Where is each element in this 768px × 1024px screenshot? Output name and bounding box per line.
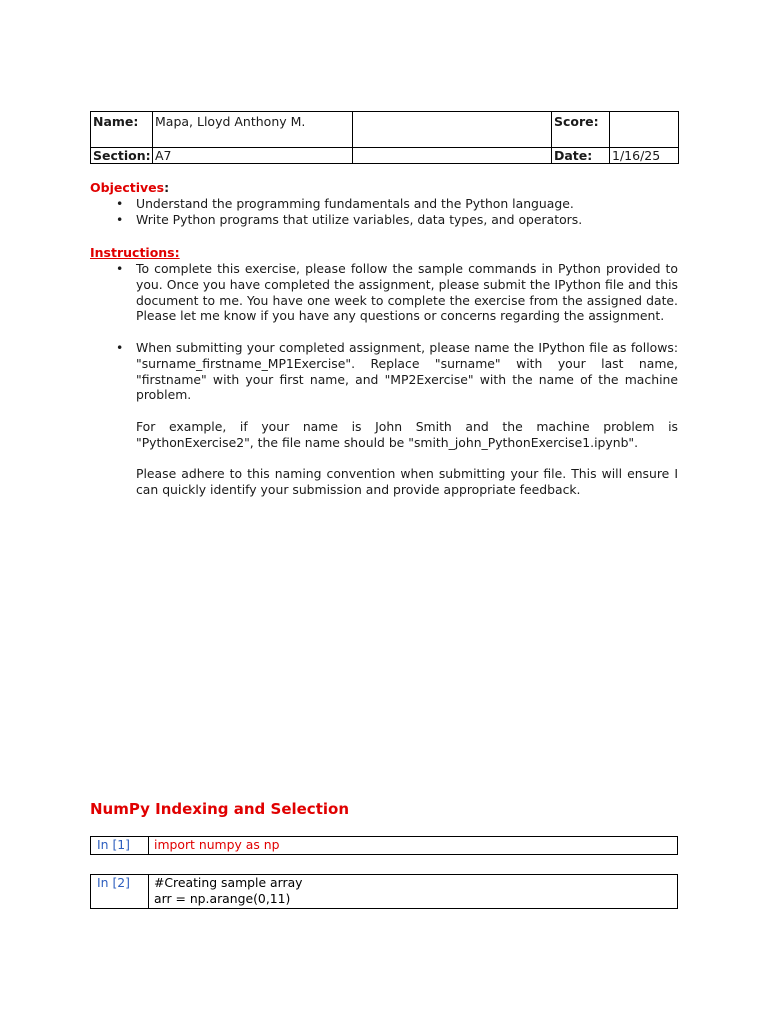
instruction-paragraph: When submitting your completed assignment, please name the IPython file as follows: "surname_firstname_MP1Exercise". Replace "surname" with your last name, "firstname" with your first name, and "MP2Exercise" with the name of the machine problem. [136,339,678,403]
cell-code [149,837,279,854]
name-value: Mapa, Lloyd Anthony M. [153,112,353,148]
instruction-text: To complete this exercise, please follow the sample commands in Python provided to you. Once you have completed the assignment, please submit the IPython file and this document to me. You have one week to complete the exercise from the assigned date. Please let me know if you have any questions or concerns regarding the assignment. [136,261,678,324]
bullet-icon: • [116,261,124,276]
section-title: NumPy Indexing and Selection [90,800,349,818]
score-label: Score: [552,112,610,148]
instruction-paragraph: For example, if your name is John Smith and the machine problem is "PythonExercise2", the file name should be "smith_john_PythonExercise1.ipynb". [136,418,678,450]
student-info-table [90,111,679,164]
instructions-heading: Instructions: [90,245,180,260]
list-item [90,261,678,324]
cell-prompt: In [2] [91,875,149,908]
blank-cell [353,148,552,164]
cell-code [149,875,303,908]
list-item [90,196,678,212]
bullet-icon: • [116,211,124,227]
score-value [610,112,679,148]
date-value: 1/16/25 [610,148,679,164]
code-cell [90,874,678,909]
list-item [90,340,678,498]
code-line: arr = np.arange(0,11) [154,891,291,906]
section-label: Section: [91,148,153,164]
bullet-icon: • [116,196,124,211]
objective-text: Write Python programs that utilize variables, data types, and operators. [136,211,583,227]
cell-prompt: In [1] [91,837,149,854]
objectives-list [90,196,678,228]
objectives-heading [90,180,169,195]
section-value: A7 [153,148,353,164]
code-cell [90,836,678,855]
blank-cell [353,112,552,148]
objectives-heading-text: Objectives [90,180,165,195]
instruction-paragraph: Please adhere to this naming convention when submitting your file. This will ensure I can quickly identify your submission and provide appropriate feedback. [136,466,678,498]
objectives-heading-colon: : [164,180,170,195]
bullet-icon: • [116,339,124,355]
code-line: #Creating sample array [154,875,303,890]
date-label: Date: [552,148,610,164]
instructions-list [90,261,678,514]
name-label: Name: [91,112,153,148]
list-item [90,212,678,228]
code-line: import numpy as np [154,837,280,852]
objective-text: Understand the programming fundamentals and the Python language. [136,196,574,211]
